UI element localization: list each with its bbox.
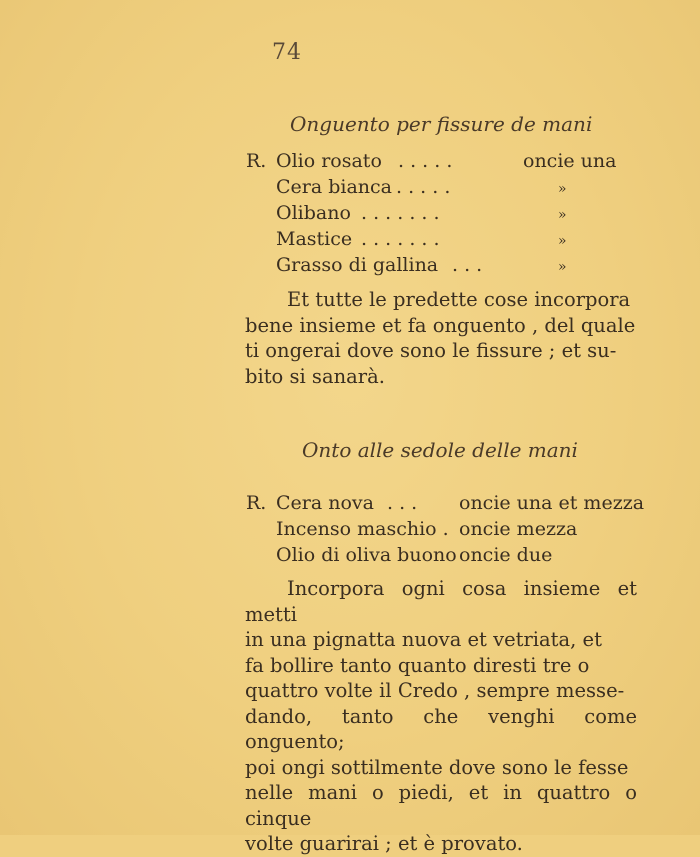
leader-dots: . . . [387, 492, 418, 514]
ingredient-name: Olio rosato [276, 150, 382, 172]
paragraph-line: in una pignatta nuova et vetriata, et [245, 628, 602, 651]
paragraph-line: nelle mani o piedi, et in quattro o cinque [245, 781, 637, 830]
ingredient-name: Mastice [276, 228, 353, 250]
ingredient-name: Cera nova [276, 492, 374, 514]
paragraph-line: ti ongerai dove sono le fissure ; et su- [245, 339, 617, 362]
paragraph-line: volte guarirai ; et è provato. [245, 832, 523, 855]
ingredient-quantity: oncie due [459, 544, 553, 566]
ingredient-quantity: » [558, 233, 567, 249]
ingredient-name: Grasso di gallina [276, 254, 439, 276]
section-title: Onguento per fissure de mani [290, 112, 593, 136]
ingredient-quantity: » [558, 181, 567, 197]
ingredient-quantity: oncie mezza [459, 518, 578, 540]
paragraph-line: bito si sanarà. [245, 364, 385, 388]
ingredient-name: Incenso maschio . [276, 518, 449, 540]
leader-dots: . . . . . [396, 176, 451, 198]
paragraph-line: fa bollire tanto quanto diresti tre o [245, 653, 590, 677]
ingredient-name: Cera bianca [276, 176, 393, 198]
recipe-symbol: R. [246, 492, 267, 514]
recipe-symbol: R. [246, 150, 267, 172]
paragraph-line: poi ongi sottilmente dove sono le fesse [245, 755, 629, 779]
ingredient-quantity: oncie una [523, 150, 617, 172]
ingredient-quantity: » [558, 207, 567, 223]
paragraph-line: Et tutte le predette cose incorpora [287, 288, 631, 311]
leader-dots: . . . . . . . [361, 202, 440, 224]
paragraph-line: bene insieme et fa onguento , del quale [245, 313, 636, 337]
ingredient-quantity: » [558, 259, 567, 275]
paragraph-line: quattro volte il Credo , sempre messe- [245, 679, 625, 702]
page-number: 74 [272, 40, 302, 65]
ingredient-name: Olio di oliva buono [276, 544, 457, 566]
paragraph-line: dando, tanto che venghi come onguento; [245, 704, 637, 753]
ingredient-name: Olibano [276, 202, 351, 224]
ingredient-quantity: oncie una et mezza [459, 492, 645, 514]
instructions-paragraph [245, 576, 637, 857]
paragraph-line: Incorpora ogni cosa insieme et metti [245, 577, 637, 626]
leader-dots: . . . [452, 254, 483, 276]
leader-dots: . . . . . [398, 150, 453, 172]
leader-dots: . . . . . . . [361, 228, 440, 250]
section-title: Onto alle sedole delle mani [302, 438, 578, 462]
instructions-paragraph [245, 287, 637, 389]
